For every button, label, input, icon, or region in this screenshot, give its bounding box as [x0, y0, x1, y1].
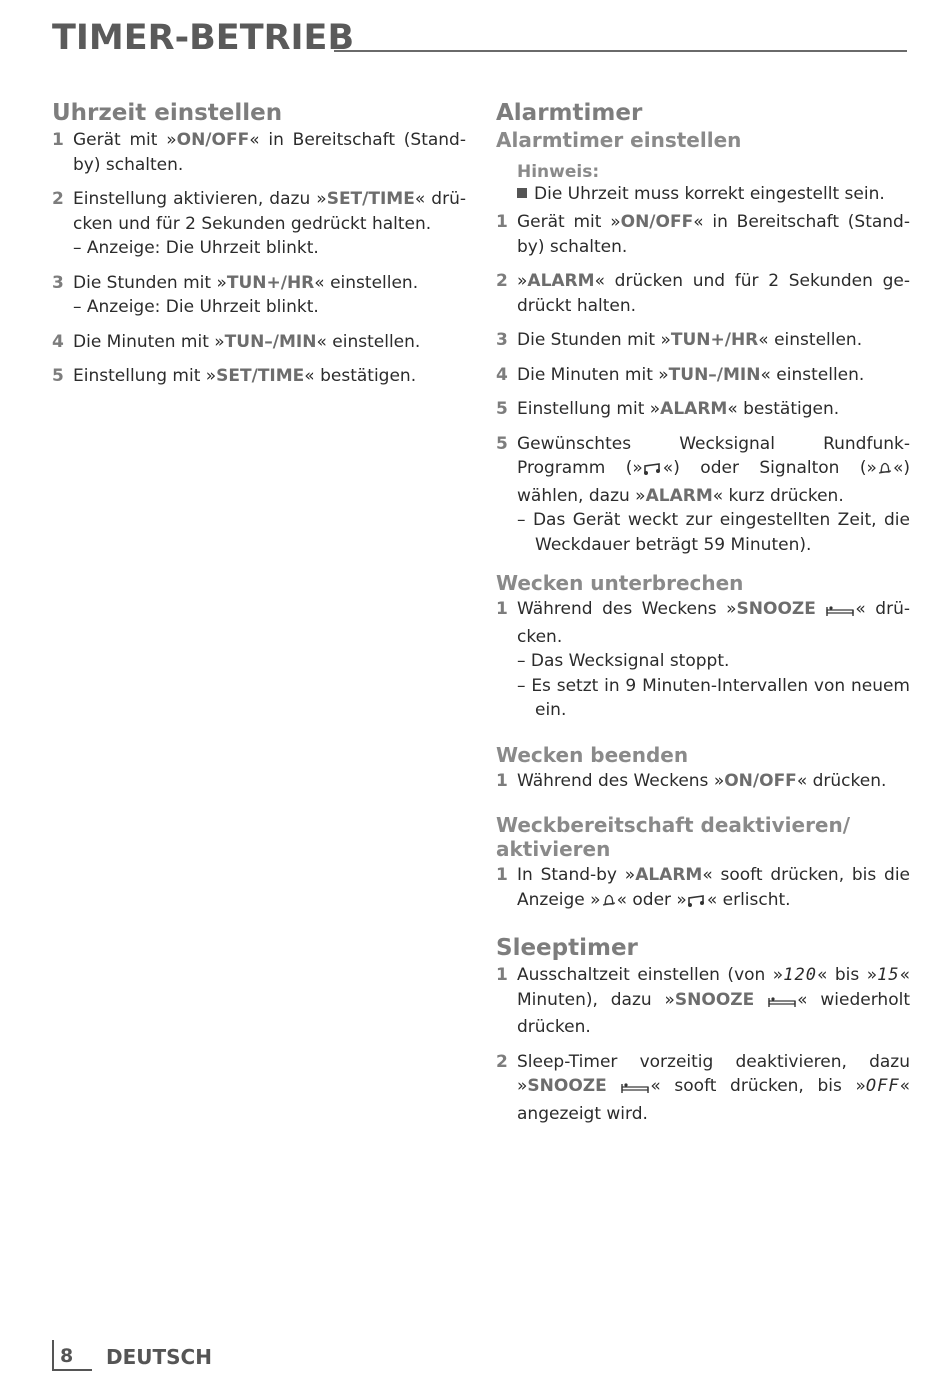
- step-text: »: [517, 271, 528, 291]
- step-text: « einstellen.: [758, 330, 863, 350]
- step-text: Gerät mit »: [73, 130, 177, 150]
- step-text: « drücken.: [796, 770, 887, 791]
- step-number: 1: [496, 965, 508, 985]
- step-text: « einstellen.: [760, 364, 865, 385]
- list-item: [496, 863, 910, 915]
- step-text: Sleep-Timer vorzeitig deaktivieren, dazu »: [517, 1051, 910, 1096]
- key-label: SET/TIME: [326, 189, 415, 209]
- step-text: « bestätigen.: [304, 366, 417, 386]
- step-text: « kurz drücken.: [712, 485, 844, 506]
- radio-note-icon: [643, 459, 663, 484]
- key-label: TUN+/HR: [226, 272, 315, 293]
- step-number: 3: [52, 272, 64, 293]
- right-column: [496, 100, 910, 1146]
- key-label: ON/OFF: [620, 212, 694, 232]
- step-number: 2: [496, 271, 508, 291]
- step-text: Einstellung mit »: [517, 399, 661, 419]
- key-label: ON/OFF: [724, 770, 797, 791]
- step-text: « wiederholt drücken.: [517, 989, 910, 1037]
- step-number: 4: [52, 331, 64, 352]
- list-item: [496, 432, 910, 558]
- section-weckbereitschaft: [496, 813, 910, 915]
- step-text: Gerät mit »: [517, 212, 621, 232]
- hint-title: Hinweis:: [517, 162, 600, 182]
- key-label: TUN+/HR: [670, 330, 759, 350]
- step-number: 1: [496, 865, 508, 885]
- step-text: « drücken und für 2 Sekunden gedrückt halten.: [73, 189, 467, 234]
- list-item: [496, 597, 910, 723]
- step-number: 4: [496, 364, 508, 385]
- snooze-bed-icon: [620, 1077, 650, 1102]
- step-number: 3: [496, 330, 508, 350]
- list-item: [496, 963, 910, 1040]
- key-label: TUN–/MIN: [224, 331, 317, 352]
- step-number: 1: [52, 130, 64, 150]
- list-item: [496, 328, 910, 353]
- step-text: « einstellen.: [316, 331, 421, 352]
- step-text: «) oder Signalton (»: [662, 458, 877, 478]
- subsection-heading-wecken-beenden: Wecken beenden: [496, 742, 689, 767]
- hint-text: Die Uhrzeit muss korrekt eingestellt sein.: [534, 184, 885, 204]
- key-label: ON/OFF: [176, 130, 250, 150]
- step-text: Während des Weckens »: [517, 599, 737, 619]
- step-text: Ausschaltzeit einstellen (von »: [517, 965, 784, 985]
- key-label: SET/TIME: [216, 366, 305, 386]
- step-subnote: – Es setzt in 9 Minuten-Intervallen von neuem ein.: [517, 675, 910, 720]
- step-text: « einstellen.: [314, 272, 419, 293]
- display-value: 15: [877, 965, 900, 985]
- key-label: SNOOZE: [674, 989, 755, 1010]
- step-text: « bestätigen.: [727, 399, 840, 419]
- step-text: Die Minuten mit »: [517, 364, 669, 385]
- bell-icon: [601, 891, 617, 916]
- snooze-bed-icon: [825, 600, 855, 625]
- step-number: 5: [496, 433, 508, 454]
- section-sleeptimer: [496, 935, 910, 1126]
- step-text: « erlischt.: [706, 889, 791, 910]
- list-item: [496, 1050, 910, 1127]
- step-subnote: – Das Wecksignal stoppt.: [517, 651, 730, 671]
- radio-note-icon: [687, 891, 707, 916]
- display-value: OFF: [865, 1076, 900, 1096]
- step-number: 5: [52, 366, 64, 386]
- step-number: 5: [496, 399, 508, 419]
- step-text: « angezeigt wird.: [517, 1076, 911, 1124]
- step-text: In Stand-by »: [517, 865, 636, 885]
- list-item: [496, 269, 910, 318]
- subsection-heading-wecken-unterbrechen: Wecken unterbrechen: [496, 571, 744, 595]
- list-item: [496, 397, 910, 422]
- list-item: [52, 187, 466, 261]
- key-label: ALARM: [527, 271, 595, 291]
- step-text: « drücken.: [517, 599, 910, 647]
- key-label: TUN–/MIN: [668, 364, 761, 385]
- page-number: 8: [60, 1345, 74, 1367]
- step-number: 1: [496, 212, 508, 232]
- left-column: [52, 100, 466, 399]
- step-number: 2: [52, 189, 64, 209]
- step-text: Die Stunden mit »: [73, 272, 227, 293]
- section-heading-alarmtimer: Alarmtimer: [496, 100, 643, 126]
- list-item: [52, 271, 466, 320]
- list-item: [52, 128, 466, 177]
- display-value: 120: [783, 965, 817, 985]
- step-number: 2: [496, 1051, 508, 1072]
- footer-underline: [52, 1369, 92, 1371]
- step-subnote: – Anzeige: Die Uhrzeit blinkt.: [73, 238, 319, 258]
- step-text: Einstellung aktivieren, dazu »: [73, 189, 327, 209]
- step-text: Während des Weckens »: [517, 770, 725, 791]
- step-text: Gewünschtes Wecksignal Rundfunk-Programm (»: [517, 433, 910, 478]
- step-text: « in Bereitschaft (Stand-by) schalten.: [73, 130, 466, 175]
- snooze-bed-icon: [767, 991, 797, 1016]
- subsection-heading-alarmtimer-einstellen: Alarmtimer einstellen: [496, 128, 742, 152]
- key-label: ALARM: [660, 399, 728, 419]
- step-text: Einstellung mit »: [73, 366, 217, 386]
- section-heading-sleeptimer: Sleeptimer: [496, 935, 638, 961]
- subsection-heading-weckbereitschaft: Weckbereitschaft deaktivieren/ aktivieren: [496, 813, 851, 861]
- list-item: [52, 330, 466, 355]
- list-item: [496, 363, 910, 388]
- step-text: Die Stunden mit »: [517, 330, 671, 350]
- step-text: « in Bereitschaft (Stand-by) schalten.: [517, 212, 910, 257]
- list-item: [496, 210, 910, 259]
- title-rule: [334, 50, 907, 52]
- page-title: TIMER-BETRIEB: [52, 18, 355, 58]
- bell-icon: [877, 459, 893, 484]
- key-label: ALARM: [635, 865, 703, 885]
- step-text: Die Minuten mit »: [73, 331, 225, 352]
- step-number: 1: [496, 599, 508, 619]
- step-text: « sooft drücken, bis die Anzeige »: [517, 865, 911, 910]
- hint-box: [517, 162, 910, 204]
- step-subnote: – Das Gerät weckt zur eingestellten Zeit, die Weckdauer beträgt 59 Minuten).: [517, 510, 910, 555]
- footer-language: DEUTSCH: [106, 1345, 212, 1369]
- step-text: « bis »: [816, 965, 878, 985]
- section-wecken-beenden: [496, 743, 910, 794]
- square-bullet-icon: [517, 188, 527, 198]
- step-text: « sooft drücken, bis »: [650, 1076, 866, 1096]
- step-text: «) wählen, dazu »: [517, 458, 910, 506]
- section-wecken-unterbrechen: [496, 571, 910, 723]
- list-item: [496, 769, 910, 794]
- footer-bar: [52, 1340, 54, 1370]
- section-heading-uhrzeit: Uhrzeit einstellen: [52, 100, 283, 126]
- step-number: 1: [496, 770, 508, 791]
- key-label: SNOOZE: [527, 1076, 607, 1096]
- step-text: « drücken und für 2 Sekunden gedrückt halten.: [517, 271, 910, 316]
- step-text: « Minuten), dazu »: [517, 965, 911, 1010]
- step-text: « oder »: [616, 889, 687, 910]
- step-subnote: – Anzeige: Die Uhrzeit blinkt.: [73, 297, 319, 317]
- key-label: SNOOZE: [736, 599, 816, 619]
- list-item: [52, 364, 466, 389]
- key-label: ALARM: [645, 485, 713, 506]
